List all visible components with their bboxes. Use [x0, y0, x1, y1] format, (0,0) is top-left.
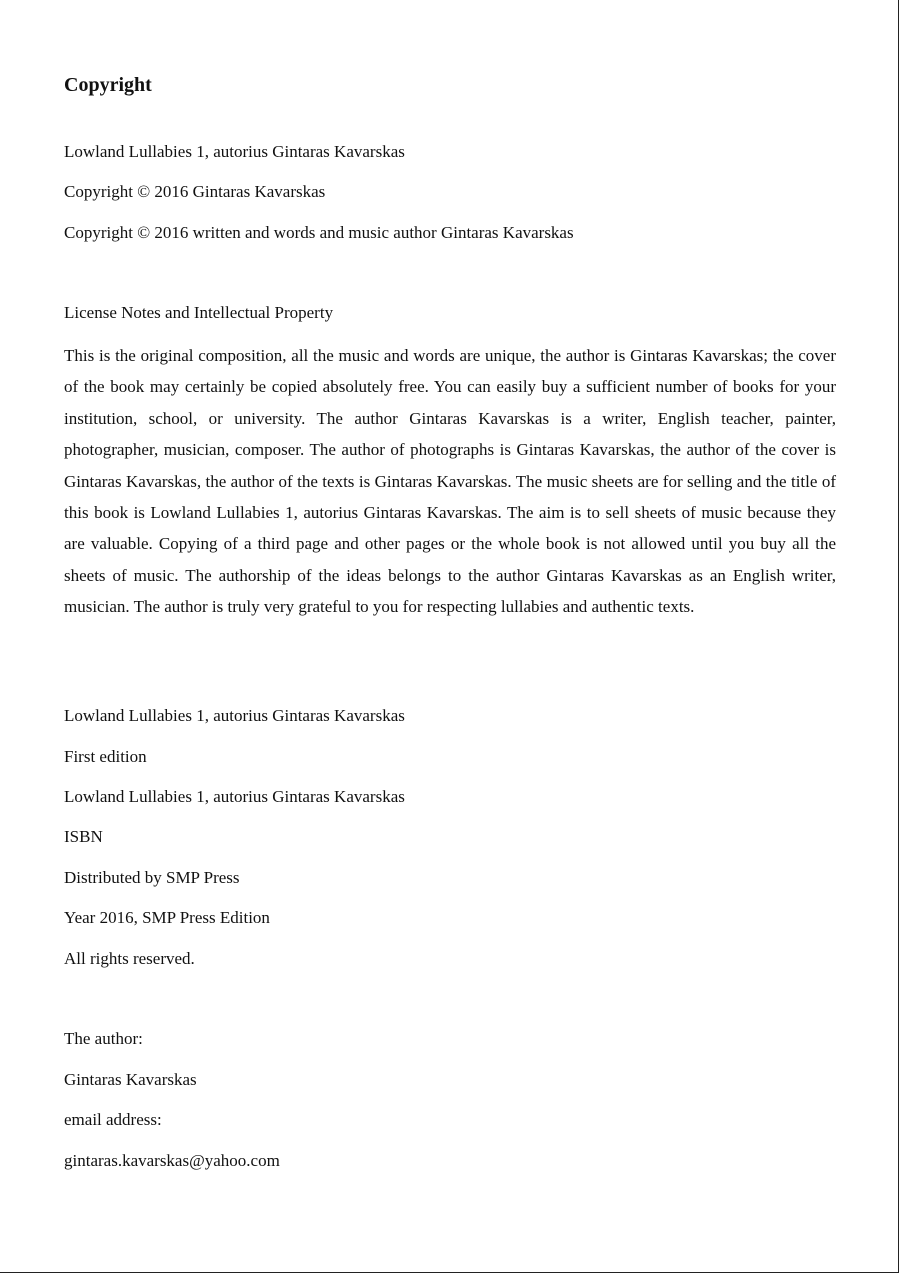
email-address: gintaras.kavarskas@yahoo.com: [64, 1151, 280, 1170]
page-heading: Copyright: [64, 74, 152, 96]
author-name: Gintaras Kavarskas: [64, 1070, 197, 1089]
edition-line-isbn: ISBN: [64, 827, 103, 846]
author-label: The author:: [64, 1029, 143, 1048]
intro-line-copyright-words-music: Copyright © 2016 written and words and music author Gintaras Kavarskas: [64, 223, 574, 242]
intro-line-title: Lowland Lullabies 1, autorius Gintaras Kavarskas: [64, 142, 405, 161]
edition-line-rights: All rights reserved.: [64, 949, 195, 968]
edition-line-distributor: Distributed by SMP Press: [64, 868, 240, 887]
license-title: License Notes and Intellectual Property: [64, 303, 334, 322]
license-body: This is the original composition, all the music and words are unique, the author is Gintaras Kavarskas; the cover of the book may certainly be copied absolutely free. You can easily buy a sufficient number of books for your institution, school, or university. The author Gintaras Kavarskas is a writer, English teacher, painter, photographer, musician, composer. The author of photographs is Gintaras Kavarskas, the author of the cover is Gintaras Kavarskas, the author of the texts is Gintaras Kavarskas. The music sheets are for selling and the title of this book is Lowland Lullabies 1, autorius Gintaras Kavarskas. The aim is to sell sheets of music because they are valuable. Copying of a third page and other pages or the whole book is not allowed until you buy all the sheets of music. The authorship of the ideas belongs to the author Gintaras Kavarskas as an English writer, musician. The author is truly very grateful to you for respecting lullabies and authentic texts.: [64, 346, 836, 617]
intro-line-copyright: Copyright © 2016 Gintaras Kavarskas: [64, 182, 326, 201]
email-label: email address:: [64, 1110, 162, 1129]
edition-line-title: Lowland Lullabies 1, autorius Gintaras Kavarskas: [64, 706, 405, 725]
edition-line-year: Year 2016, SMP Press Edition: [64, 908, 270, 927]
edition-line-first-edition: First edition: [64, 747, 147, 766]
edition-line-title-repeat: Lowland Lullabies 1, autorius Gintaras Kavarskas: [64, 787, 405, 806]
